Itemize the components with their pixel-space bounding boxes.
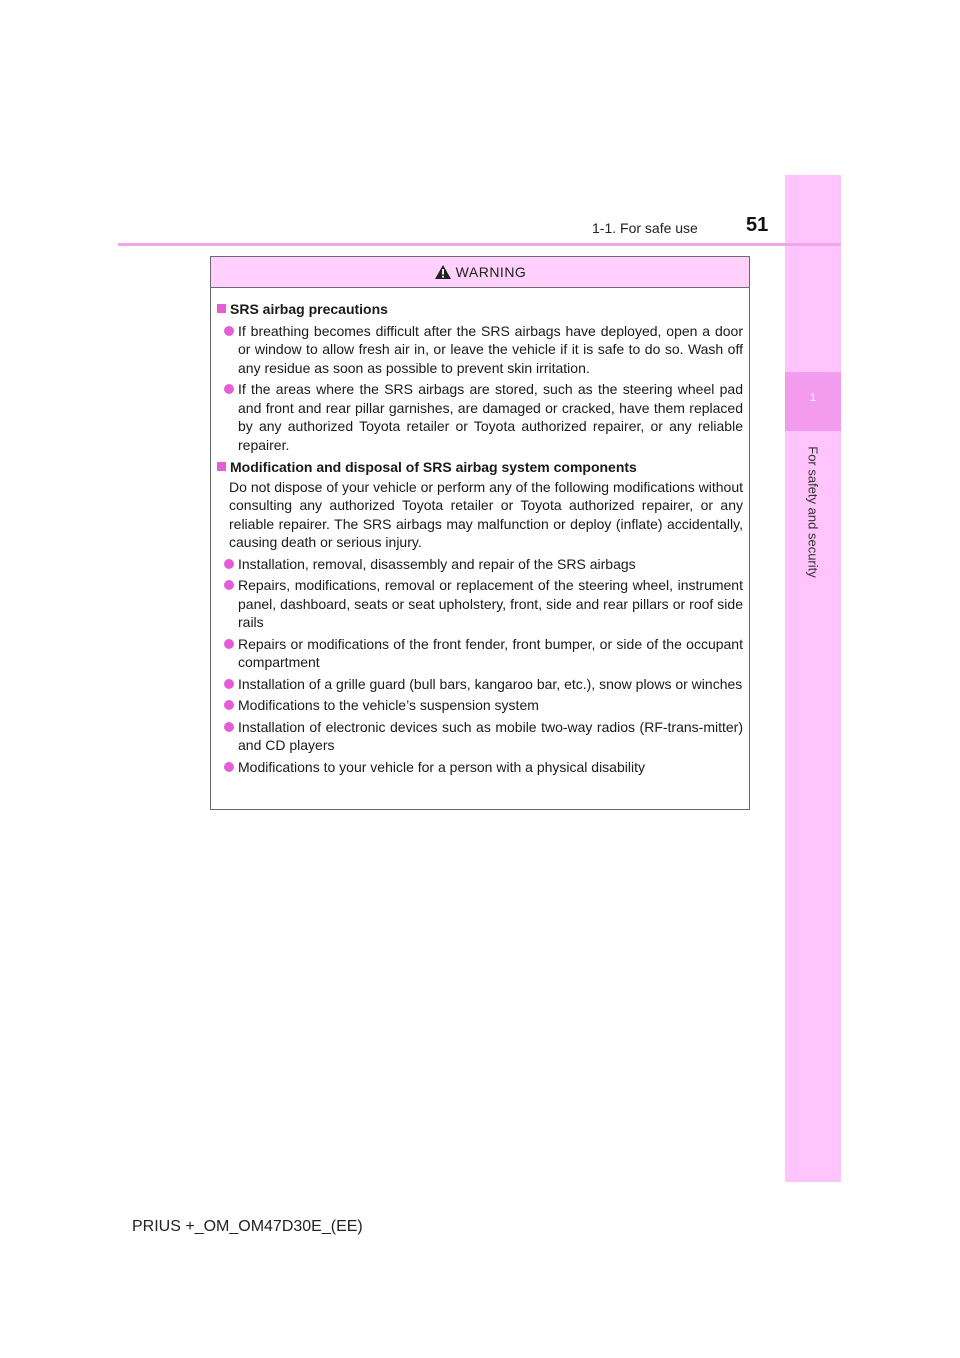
warning-title: WARNING <box>455 264 527 280</box>
square-bullet-icon <box>217 462 226 471</box>
circle-bullet-icon <box>224 679 234 689</box>
list-item: Installation of a grille guard (bull bars, kangaroo bar, etc.), snow plows or winches <box>217 675 743 694</box>
circle-bullet-icon <box>224 384 234 394</box>
header-divider <box>118 243 841 246</box>
circle-bullet-icon <box>224 762 234 772</box>
circle-bullet-icon <box>224 580 234 590</box>
circle-bullet-icon <box>224 639 234 649</box>
circle-bullet-icon <box>224 326 234 336</box>
section-intro: Do not dispose of your vehicle or perform any of the following modifications without consulting any authorized Toyota retailer or Toyota authorized repairer, or any reliable repairer. The SRS airbags may malfunction or deploy (inflate) accidentally, causing death or serious injury. <box>229 478 743 550</box>
warning-triangle-icon <box>434 264 452 280</box>
document-code: PRIUS +_OM_OM47D30E_(EE) <box>132 1218 363 1235</box>
list-item: Installation of electronic devices such as mobile two-way radios (RF-trans-mitter) and CD players <box>217 718 743 755</box>
list-item: Repairs, modifications, removal or replacement of the steering wheel, instrument panel, dashboard, seats or seat upholstery, front, side and rear pillars or roof side rails <box>217 576 743 632</box>
warning-body <box>211 288 749 776</box>
list-item: If breathing becomes difficult after the SRS airbags have deployed, open a door or window to allow fresh air in, or leave the vehicle if it is safe to do so. Wash off any residue as soon as possible to prevent skin irritation. <box>217 322 743 378</box>
section-title: 1-1. For safe use <box>592 220 698 236</box>
list-item: Installation, removal, disassembly and repair of the SRS airbags <box>217 555 743 574</box>
warning-header <box>211 257 749 288</box>
list-item: Modifications to the vehicle’s suspension system <box>217 696 743 715</box>
chapter-label: For safety and security <box>805 446 821 578</box>
section-heading: SRS airbag precautions <box>217 300 743 319</box>
side-tab <box>785 175 841 1182</box>
list-item: Modifications to your vehicle for a person with a physical disability <box>217 758 743 777</box>
chapter-number: 1 <box>809 392 817 404</box>
list-item: Repairs or modifications of the front fender, front bumper, or side of the occupant compartment <box>217 635 743 672</box>
bullet-list <box>217 322 743 455</box>
bullet-list <box>217 555 743 777</box>
circle-bullet-icon <box>224 722 234 732</box>
list-item: If the areas where the SRS airbags are stored, such as the steering wheel pad and front and rear pillar garnishes, are damaged or cracked, have them replaced by any authorized Toyota retailer or Toyota authorized repairer, or any reliable repairer. <box>217 380 743 454</box>
warning-box <box>210 256 750 810</box>
circle-bullet-icon <box>224 700 234 710</box>
square-bullet-icon <box>217 304 226 313</box>
page-number: 51 <box>746 214 769 236</box>
section-heading: Modification and disposal of SRS airbag system components <box>217 458 743 477</box>
circle-bullet-icon <box>224 559 234 569</box>
